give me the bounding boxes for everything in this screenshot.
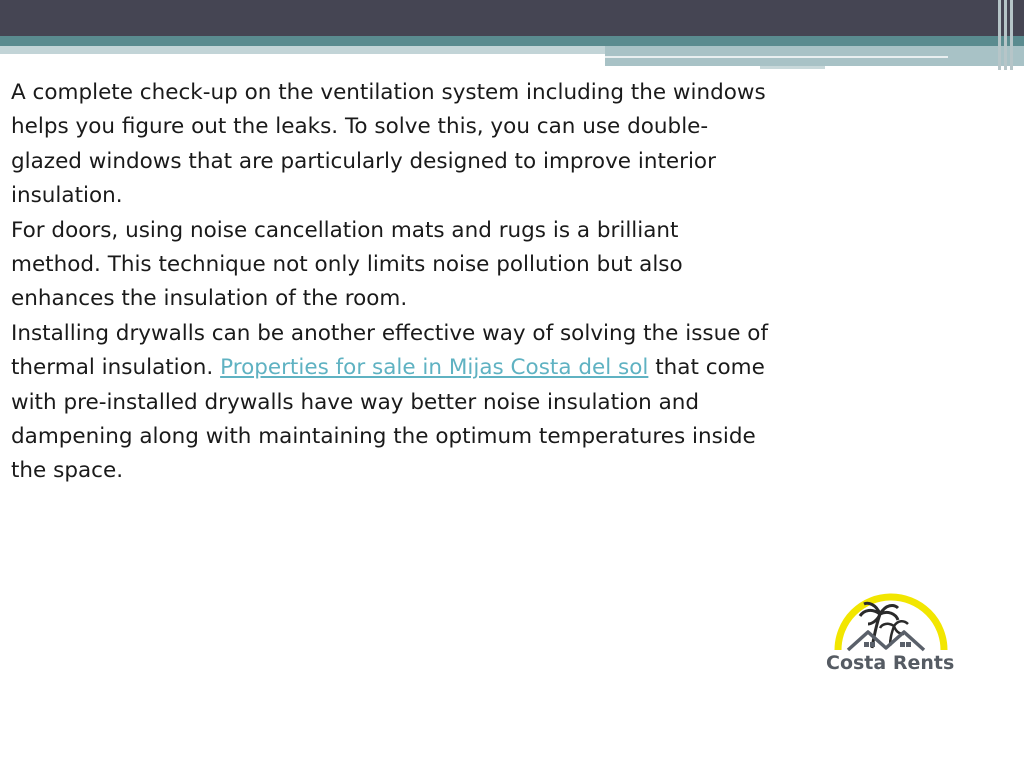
- logo-brand-name: Costa Rents: [826, 652, 955, 674]
- paragraph-drywalls-after: that come with pre-installed drywalls have way better noise insulation and dampening along with maintaining the optimum temperatures inside the space.: [11, 355, 765, 484]
- properties-for-sale-link[interactable]: Properties for sale in Mijas Costa del sol: [220, 355, 649, 381]
- paragraph-drywalls-before: Installing drywalls can be another effective way of solving the issue of thermal insulation.: [11, 320, 769, 381]
- header-thin-line: [605, 56, 948, 58]
- header-light-band: [0, 46, 605, 54]
- header-teal-band: [0, 36, 1024, 46]
- stripe: [1010, 0, 1013, 70]
- paragraph-doors: For doors, using noise cancellation mats and rugs is a brilliant method. This technique not only limits noise pollution but also enhances the insulation of the room.: [11, 217, 683, 312]
- header-dark-bar: [0, 0, 1024, 36]
- header-thin-line-short: [760, 66, 825, 69]
- paragraph-ventilation: A complete check-up on the ventilation system including the windows helps you figure out the leaks. To solve this, you can use double-glazed windows that are particularly designed to improve interior insulation.: [11, 80, 766, 209]
- stripe: [1004, 0, 1007, 70]
- slide-body-text: [11, 76, 771, 489]
- stripe: [998, 0, 1001, 70]
- paragraph-drywalls: [11, 317, 771, 489]
- corner-stripes: [998, 0, 1018, 70]
